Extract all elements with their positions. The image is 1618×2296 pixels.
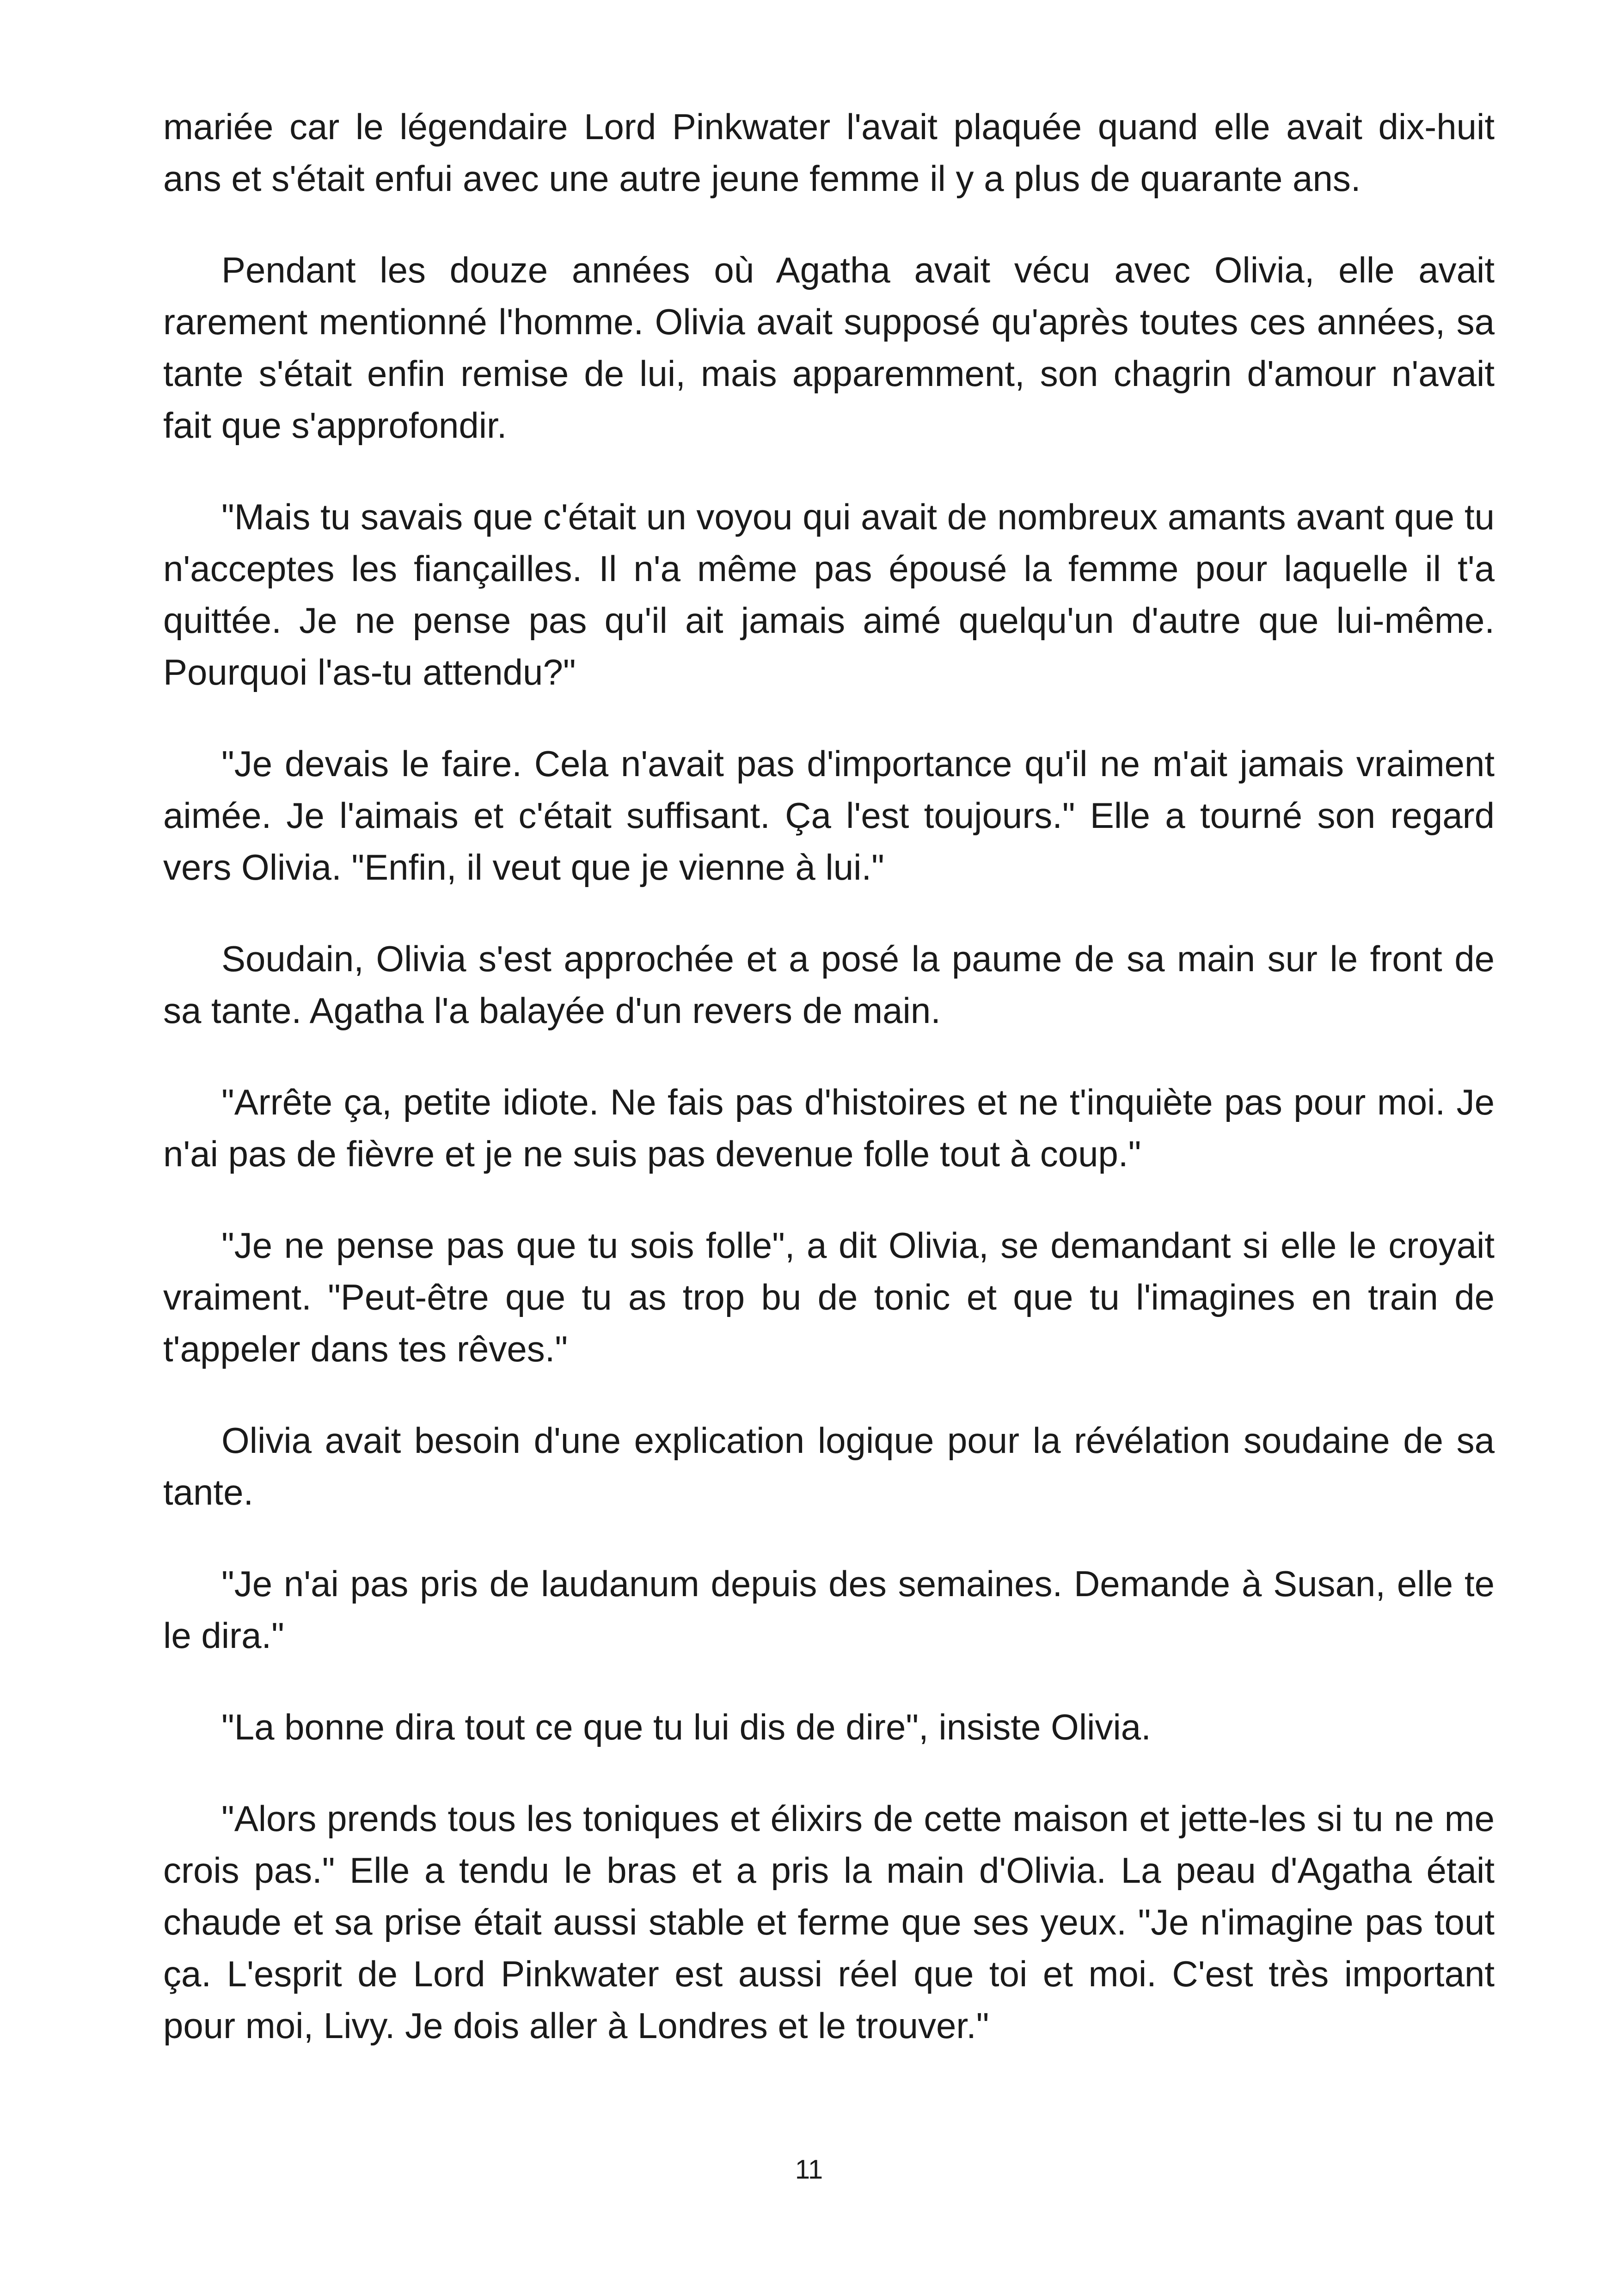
paragraph-3: "Mais tu savais que c'était un voyou qui avait de nombreux amants avant que tu n'acceptes les fiançailles. Il n'a même pas épousé la femme pour laquelle il t'a quittée. Je ne pense pas qu'il ait jamais aimé quelqu'un d'autre que lui-même. Pourquoi l'as-tu attendu?" <box>163 496 1495 692</box>
paragraph-11: "Alors prends tous les toniques et élixirs de cette maison et jette-les si tu ne me crois pas." Elle a tendu le bras et a pris la main d'Olivia. La peau d'Agatha était chaude et sa prise était aussi stable et ferme que ses yeux. "Je n'imagine pas tout ça. L'esprit de Lord Pinkwater est aussi réel que toi et moi. C'est très important pour moi, Livy. Je dois aller à Londres et le trouver." <box>163 1798 1495 2046</box>
paragraph-4: "Je devais le faire. Cela n'avait pas d'importance qu'il ne m'ait jamais vraiment aimée. Je l'aimais et c'était suffisant. Ça l'est toujours." Elle a tourné son regard vers Olivia. "Enfin, il veut que je vienne à lui." <box>163 743 1495 888</box>
paragraph-6: "Arrête ça, petite idiote. Ne fais pas d'histoires et ne t'inquiète pas pour moi. Je n'ai pas de fièvre et je ne suis pas devenue folle tout à coup." <box>163 1082 1495 1174</box>
paragraph-8: Olivia avait besoin d'une explication logique pour la révélation soudaine de sa tante. <box>163 1420 1495 1512</box>
paragraph-1: mariée car le légendaire Lord Pinkwater l'avait plaquée quand elle avait dix-huit ans et s'était enfui avec une autre jeune femme il y a plus de quarante ans. <box>163 106 1495 199</box>
paragraph-7: "Je ne pense pas que tu sois folle", a dit Olivia, se demandant si elle le croyait vraiment. "Peut-être que tu as trop bu de tonic et que tu l'imagines en train de t'appeler dans tes rêves." <box>163 1225 1495 1369</box>
paragraph-2: Pendant les douze années où Agatha avait vécu avec Olivia, elle avait rarement mentionné l'homme. Olivia avait supposé qu'après toutes ces années, sa tante s'était enfin remise de lui, mais apparemment, son chagrin d'amour n'avait fait que s'approfondir. <box>163 250 1495 446</box>
paragraph-10: "La bonne dira tout ce que tu lui dis de dire", insiste Olivia. <box>221 1707 1151 1747</box>
body-text <box>163 101 1495 2091</box>
paragraph-5: Soudain, Olivia s'est approchée et a posé la paume de sa main sur le front de sa tante. Agatha l'a balayée d'un revers de main. <box>163 938 1495 1031</box>
paragraph-9: "Je n'ai pas pris de laudanum depuis des semaines. Demande à Susan, elle te le dira." <box>163 1563 1495 1656</box>
page-number: 11 <box>795 2155 823 2185</box>
